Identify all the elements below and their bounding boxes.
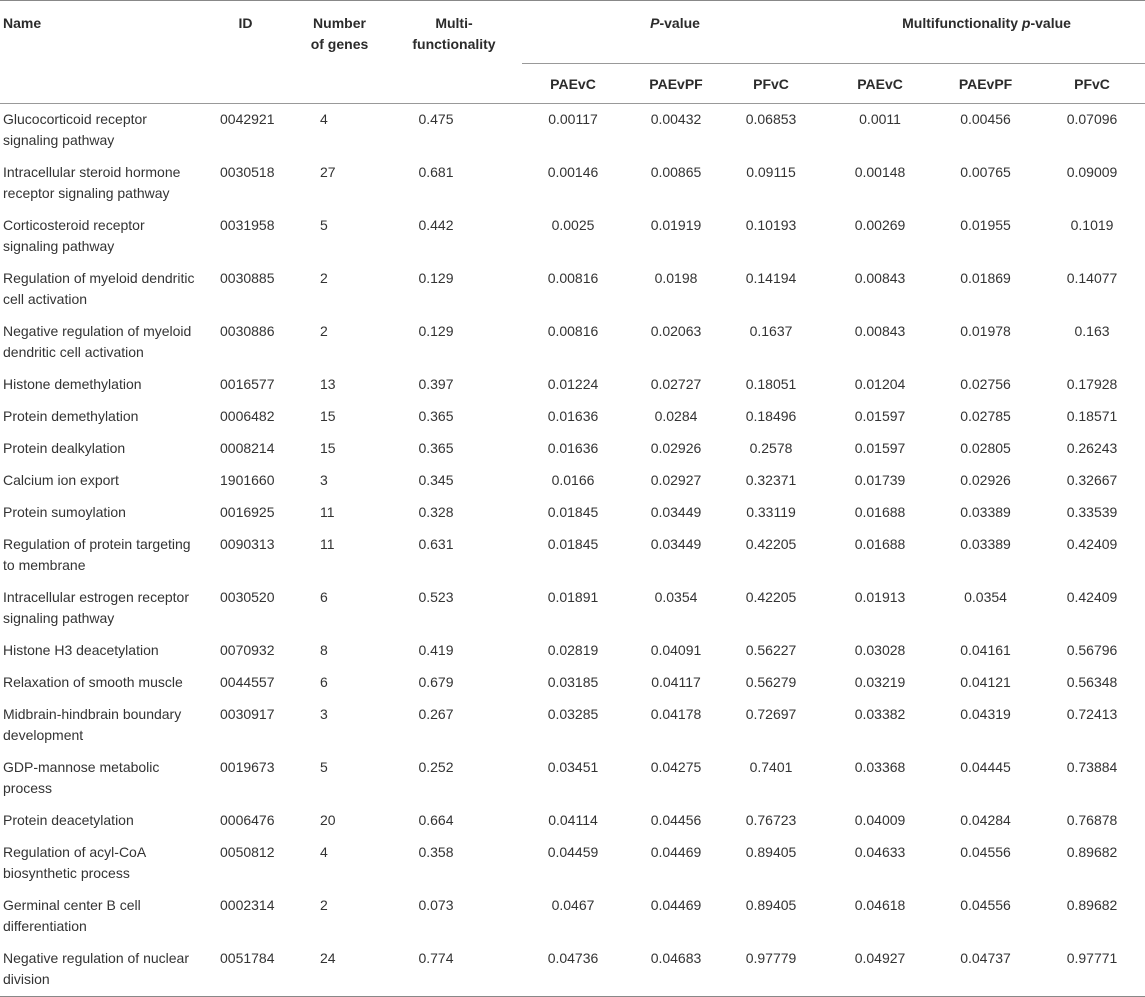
cell-paevc: 0.01891 <box>547 589 599 605</box>
header-p-value-group: P-value <box>650 15 700 31</box>
cell-mf-paevpf: 0.02785 <box>960 408 1011 424</box>
cell-paevc: 0.04459 <box>547 844 599 860</box>
table-row <box>0 890 1145 943</box>
table-row <box>0 401 1145 433</box>
cell-mf-paevpf: 0.04556 <box>960 844 1011 860</box>
cell-name: Intracellular estrogen receptor signaling pathway <box>3 589 189 626</box>
cell-mf-paevpf: 0.01978 <box>960 323 1011 339</box>
cell-name: Relaxation of smooth muscle <box>3 674 183 690</box>
header-row <box>0 1 1145 64</box>
cell-number-of-genes: 15 <box>320 440 336 456</box>
cell-multifunctionality: 0.358 <box>418 844 454 860</box>
cell-id: 0044557 <box>220 674 275 690</box>
cell-mf-paevpf: 0.00456 <box>960 111 1011 127</box>
cell-pfvc: 0.7401 <box>749 759 793 775</box>
cell-pfvc: 0.18496 <box>745 408 797 424</box>
cell-multifunctionality: 0.397 <box>418 376 454 392</box>
cell-name: Intracellular steroid hormone receptor signaling pathway <box>3 164 181 201</box>
cell-id: 0031958 <box>220 217 275 233</box>
cell-name: Negative regulation of nuclear division <box>0 943 198 997</box>
cell-pfvc: 0.42205 <box>745 536 797 552</box>
cell-mf-pfvc: 0.17928 <box>1066 376 1118 392</box>
cell-mf-paevpf: 0.04161 <box>960 642 1011 658</box>
cell-paevc: 0.01224 <box>547 376 599 392</box>
cell-multifunctionality: 0.129 <box>418 270 454 286</box>
cell-paevc: 0.01845 <box>547 536 599 552</box>
table-row <box>0 667 1145 699</box>
cell-mf-paevpf: 0.0354 <box>964 589 1007 605</box>
cell-mf-pfvc: 0.07096 <box>1066 111 1118 127</box>
cell-name: Protein dealkylation <box>3 440 126 456</box>
cell-pfvc: 0.89405 <box>745 844 797 860</box>
cell-id: 0006476 <box>220 812 275 828</box>
cell-multifunctionality: 0.631 <box>418 536 454 552</box>
cell-paevpf: 0.04469 <box>650 844 702 860</box>
cell-mf-pfvc: 0.14077 <box>1066 270 1118 286</box>
cell-multifunctionality: 0.365 <box>418 408 454 424</box>
table-row <box>0 316 1145 369</box>
cell-paevc: 0.04114 <box>548 812 598 828</box>
cell-paevpf: 0.03449 <box>650 536 702 552</box>
subheader-mf-paevc: PAEvC <box>828 64 932 104</box>
cell-name: Calcium ion export <box>3 472 119 488</box>
cell-number-of-genes: 6 <box>320 589 328 605</box>
cell-pfvc: 0.56279 <box>745 674 797 690</box>
cell-mf-paevc: 0.03219 <box>854 674 906 690</box>
cell-mf-paevpf: 0.04737 <box>932 943 1039 997</box>
cell-paevc: 0.01845 <box>547 504 599 520</box>
cell-id: 1901660 <box>220 472 275 488</box>
header-mf-p-value-group: Multifunctionality p-value <box>902 15 1071 31</box>
table-row <box>0 210 1145 263</box>
cell-name: Glucocorticoid receptor signaling pathway <box>3 111 147 148</box>
cell-paevpf: 0.04091 <box>650 642 702 658</box>
cell-name: Protein demethylation <box>3 408 139 424</box>
cell-multifunctionality: 0.419 <box>418 642 454 658</box>
cell-mf-paevpf: 0.04445 <box>960 759 1011 775</box>
cell-id: 0070932 <box>220 642 275 658</box>
cell-multifunctionality: 0.129 <box>418 323 454 339</box>
cell-mf-pfvc: 0.56348 <box>1066 674 1118 690</box>
cell-pfvc: 0.56227 <box>745 642 797 658</box>
cell-mf-paevc: 0.01739 <box>854 472 906 488</box>
cell-name: Protein deacetylation <box>3 812 134 828</box>
cell-mf-pfvc: 0.33539 <box>1066 504 1118 520</box>
cell-multifunctionality: 0.774 <box>386 943 522 997</box>
cell-mf-paevc: 0.0011 <box>859 111 901 127</box>
cell-pfvc: 0.97779 <box>728 943 828 997</box>
cell-pfvc: 0.42205 <box>745 589 797 605</box>
cell-mf-pfvc: 0.42409 <box>1066 589 1118 605</box>
cell-multifunctionality: 0.267 <box>418 706 454 722</box>
cell-name: Regulation of protein targeting to membrane <box>3 536 191 573</box>
cell-pfvc: 0.2578 <box>749 440 793 456</box>
cell-mf-paevc: 0.00843 <box>854 323 906 339</box>
subheader-paevc: PAEvC <box>522 64 624 104</box>
cell-number-of-genes: 20 <box>320 812 336 828</box>
cell-name: Histone H3 deacetylation <box>3 642 159 658</box>
cell-paevpf: 0.04456 <box>650 812 702 828</box>
cell-paevc: 0.03185 <box>547 674 599 690</box>
cell-name: Negative regulation of myeloid dendritic cell activation <box>3 323 192 360</box>
cell-number-of-genes: 4 <box>320 111 328 127</box>
cell-paevc: 0.01636 <box>547 440 599 456</box>
cell-mf-paevc: 0.01204 <box>854 376 906 392</box>
cell-number-of-genes: 27 <box>320 164 336 180</box>
cell-mf-paevpf: 0.03389 <box>960 504 1011 520</box>
cell-id: 0051784 <box>198 943 293 997</box>
table-row <box>0 943 1145 997</box>
table-row <box>0 157 1145 210</box>
cell-pfvc: 0.10193 <box>745 217 797 233</box>
cell-paevc: 0.0025 <box>551 217 595 233</box>
cell-paevc: 0.04736 <box>522 943 624 997</box>
cell-id: 0030917 <box>220 706 275 722</box>
cell-mf-paevpf: 0.02756 <box>960 376 1011 392</box>
cell-mf-paevc: 0.00148 <box>854 164 906 180</box>
table-row <box>0 837 1145 890</box>
table-row <box>0 582 1145 635</box>
cell-id: 0006482 <box>220 408 275 424</box>
cell-mf-paevc: 0.04927 <box>828 943 932 997</box>
cell-name: Regulation of myeloid dendritic cell activation <box>3 270 195 307</box>
cell-multifunctionality: 0.345 <box>418 472 454 488</box>
cell-id: 0030520 <box>220 589 275 605</box>
cell-id: 0008214 <box>220 440 275 456</box>
cell-pfvc: 0.89405 <box>745 897 797 913</box>
cell-id: 0016925 <box>220 504 275 520</box>
cell-number-of-genes: 15 <box>320 408 336 424</box>
cell-paevc: 0.00117 <box>548 111 598 127</box>
cell-mf-paevc: 0.04009 <box>854 812 906 828</box>
table-row <box>0 529 1145 582</box>
cell-id: 0050812 <box>220 844 275 860</box>
table-row <box>0 104 1145 157</box>
cell-name: Corticosteroid receptor signaling pathway <box>3 217 145 254</box>
cell-multifunctionality: 0.679 <box>418 674 454 690</box>
table-body <box>0 104 1145 997</box>
table-row <box>0 752 1145 805</box>
cell-id: 0030518 <box>220 164 275 180</box>
table-row <box>0 369 1145 401</box>
cell-paevpf: 0.02063 <box>650 323 702 339</box>
cell-mf-paevpf: 0.01955 <box>960 217 1011 233</box>
cell-multifunctionality: 0.073 <box>418 897 454 913</box>
cell-paevc: 0.0166 <box>551 472 595 488</box>
cell-id: 0002314 <box>220 897 275 913</box>
cell-number-of-genes: 3 <box>320 706 328 722</box>
cell-mf-paevc: 0.01688 <box>854 504 906 520</box>
table-row <box>0 805 1145 837</box>
header-multifunctionality: Multi- functionality <box>412 15 496 52</box>
cell-mf-pfvc: 0.18571 <box>1066 408 1118 424</box>
cell-pfvc: 0.33119 <box>746 504 796 520</box>
cell-mf-pfvc: 0.97771 <box>1039 943 1145 997</box>
cell-mf-paevpf: 0.02926 <box>960 472 1011 488</box>
cell-number-of-genes: 6 <box>320 674 328 690</box>
table-row <box>0 635 1145 667</box>
cell-mf-pfvc: 0.32667 <box>1066 472 1118 488</box>
cell-paevc: 0.02819 <box>547 642 599 658</box>
cell-name: Histone demethylation <box>3 376 142 392</box>
cell-mf-paevc: 0.01913 <box>854 589 906 605</box>
cell-mf-pfvc: 0.42409 <box>1066 536 1118 552</box>
cell-pfvc: 0.76723 <box>745 812 797 828</box>
cell-paevpf: 0.04178 <box>650 706 702 722</box>
cell-mf-pfvc: 0.73884 <box>1066 759 1118 775</box>
cell-pfvc: 0.72697 <box>745 706 797 722</box>
cell-mf-paevpf: 0.04556 <box>960 897 1011 913</box>
cell-number-of-genes: 2 <box>320 897 328 913</box>
cell-mf-paevc: 0.01597 <box>854 440 906 456</box>
cell-multifunctionality: 0.442 <box>418 217 454 233</box>
subheader-mf-paevpf: PAEvPF <box>932 64 1039 104</box>
cell-mf-pfvc: 0.76878 <box>1066 812 1118 828</box>
cell-paevpf: 0.02927 <box>650 472 702 488</box>
cell-multifunctionality: 0.681 <box>418 164 454 180</box>
cell-number-of-genes: 24 <box>293 943 386 997</box>
cell-mf-paevc: 0.03382 <box>854 706 906 722</box>
cell-multifunctionality: 0.328 <box>418 504 454 520</box>
table-row <box>0 699 1145 752</box>
cell-paevpf: 0.04275 <box>650 759 702 775</box>
cell-mf-paevc: 0.03368 <box>854 759 906 775</box>
header-name: Name <box>3 15 42 31</box>
cell-id: 0016577 <box>220 376 275 392</box>
cell-paevc: 0.00146 <box>547 164 599 180</box>
cell-mf-paevpf: 0.00765 <box>960 164 1011 180</box>
table-row <box>0 465 1145 497</box>
cell-id: 0019673 <box>220 759 275 775</box>
cell-mf-pfvc: 0.56796 <box>1066 642 1118 658</box>
cell-paevc: 0.03285 <box>547 706 599 722</box>
cell-name: Regulation of acyl-CoA biosynthetic process <box>3 844 146 881</box>
header-id: ID <box>238 15 253 31</box>
cell-paevpf: 0.03449 <box>650 504 702 520</box>
cell-number-of-genes: 8 <box>320 642 328 658</box>
subheader-pfvc: PFvC <box>728 64 828 104</box>
cell-paevc: 0.00816 <box>547 323 599 339</box>
cell-number-of-genes: 11 <box>320 536 335 552</box>
cell-mf-paevpf: 0.03389 <box>960 536 1011 552</box>
cell-paevpf: 0.02926 <box>650 440 702 456</box>
cell-mf-pfvc: 0.26243 <box>1066 440 1118 456</box>
cell-mf-pfvc: 0.89682 <box>1066 897 1118 913</box>
table-row <box>0 263 1145 316</box>
cell-paevpf: 0.0354 <box>654 589 698 605</box>
cell-number-of-genes: 13 <box>320 376 336 392</box>
cell-mf-paevpf: 0.04284 <box>960 812 1011 828</box>
cell-name: Protein sumoylation <box>3 504 126 520</box>
cell-name: Germinal center B cell differentiation <box>3 897 141 934</box>
header-number-of-genes: Number of genes <box>310 15 369 52</box>
table-row <box>0 433 1145 465</box>
cell-paevpf: 0.0284 <box>654 408 698 424</box>
cell-id: 0090313 <box>220 536 275 552</box>
cell-number-of-genes: 4 <box>320 844 328 860</box>
cell-multifunctionality: 0.664 <box>418 812 454 828</box>
cell-number-of-genes: 5 <box>320 759 328 775</box>
cell-paevpf: 0.02727 <box>650 376 702 392</box>
cell-multifunctionality: 0.252 <box>418 759 454 775</box>
cell-paevpf: 0.00865 <box>650 164 702 180</box>
cell-mf-pfvc: 0.72413 <box>1066 706 1118 722</box>
cell-mf-paevpf: 0.01869 <box>960 270 1011 286</box>
cell-name: Midbrain-hindbrain boundary development <box>3 706 182 743</box>
cell-paevpf: 0.04117 <box>651 674 701 690</box>
cell-pfvc: 0.14194 <box>745 270 797 286</box>
cell-paevc: 0.03451 <box>547 759 599 775</box>
cell-mf-paevc: 0.00269 <box>854 217 906 233</box>
cell-mf-paevc: 0.04618 <box>854 897 906 913</box>
cell-number-of-genes: 3 <box>320 472 328 488</box>
cell-mf-paevc: 0.01597 <box>854 408 906 424</box>
cell-number-of-genes: 2 <box>320 323 328 339</box>
cell-id: 0042921 <box>220 111 275 127</box>
cell-paevpf: 0.04469 <box>650 897 702 913</box>
cell-mf-paevpf: 0.04319 <box>960 706 1011 722</box>
cell-name: GDP-mannose metabolic process <box>3 759 160 796</box>
table-row <box>0 497 1145 529</box>
cell-id: 0030886 <box>220 323 275 339</box>
cell-multifunctionality: 0.365 <box>418 440 454 456</box>
cell-number-of-genes: 5 <box>320 217 328 233</box>
cell-pfvc: 0.32371 <box>745 472 797 488</box>
cell-mf-pfvc: 0.1019 <box>1070 217 1114 233</box>
cell-mf-paevc: 0.01688 <box>854 536 906 552</box>
cell-paevc: 0.0467 <box>551 897 595 913</box>
cell-pfvc: 0.18051 <box>745 376 797 392</box>
cell-number-of-genes: 11 <box>320 504 335 520</box>
cell-multifunctionality: 0.523 <box>418 589 454 605</box>
cell-paevpf: 0.00432 <box>650 111 702 127</box>
cell-mf-pfvc: 0.163 <box>1074 323 1110 339</box>
cell-id: 0030885 <box>220 270 275 286</box>
cell-mf-paevc: 0.04633 <box>854 844 906 860</box>
cell-pfvc: 0.06853 <box>745 111 797 127</box>
cell-mf-paevpf: 0.02805 <box>960 440 1011 456</box>
cell-mf-paevc: 0.00843 <box>854 270 906 286</box>
cell-multifunctionality: 0.475 <box>418 111 454 127</box>
cell-paevpf: 0.04683 <box>624 943 728 997</box>
cell-pfvc: 0.1637 <box>749 323 793 339</box>
cell-mf-pfvc: 0.89682 <box>1066 844 1118 860</box>
cell-paevpf: 0.01919 <box>650 217 702 233</box>
cell-mf-paevpf: 0.04121 <box>960 674 1011 690</box>
cell-paevc: 0.01636 <box>547 408 599 424</box>
cell-mf-paevc: 0.03028 <box>854 642 906 658</box>
cell-mf-pfvc: 0.09009 <box>1066 164 1118 180</box>
subheader-paevpf: PAEvPF <box>624 64 728 104</box>
subheader-mf-pfvc: PFvC <box>1039 64 1145 104</box>
cell-number-of-genes: 2 <box>320 270 328 286</box>
cell-paevpf: 0.0198 <box>654 270 698 286</box>
cell-pfvc: 0.09115 <box>746 164 796 180</box>
cell-paevc: 0.00816 <box>547 270 599 286</box>
